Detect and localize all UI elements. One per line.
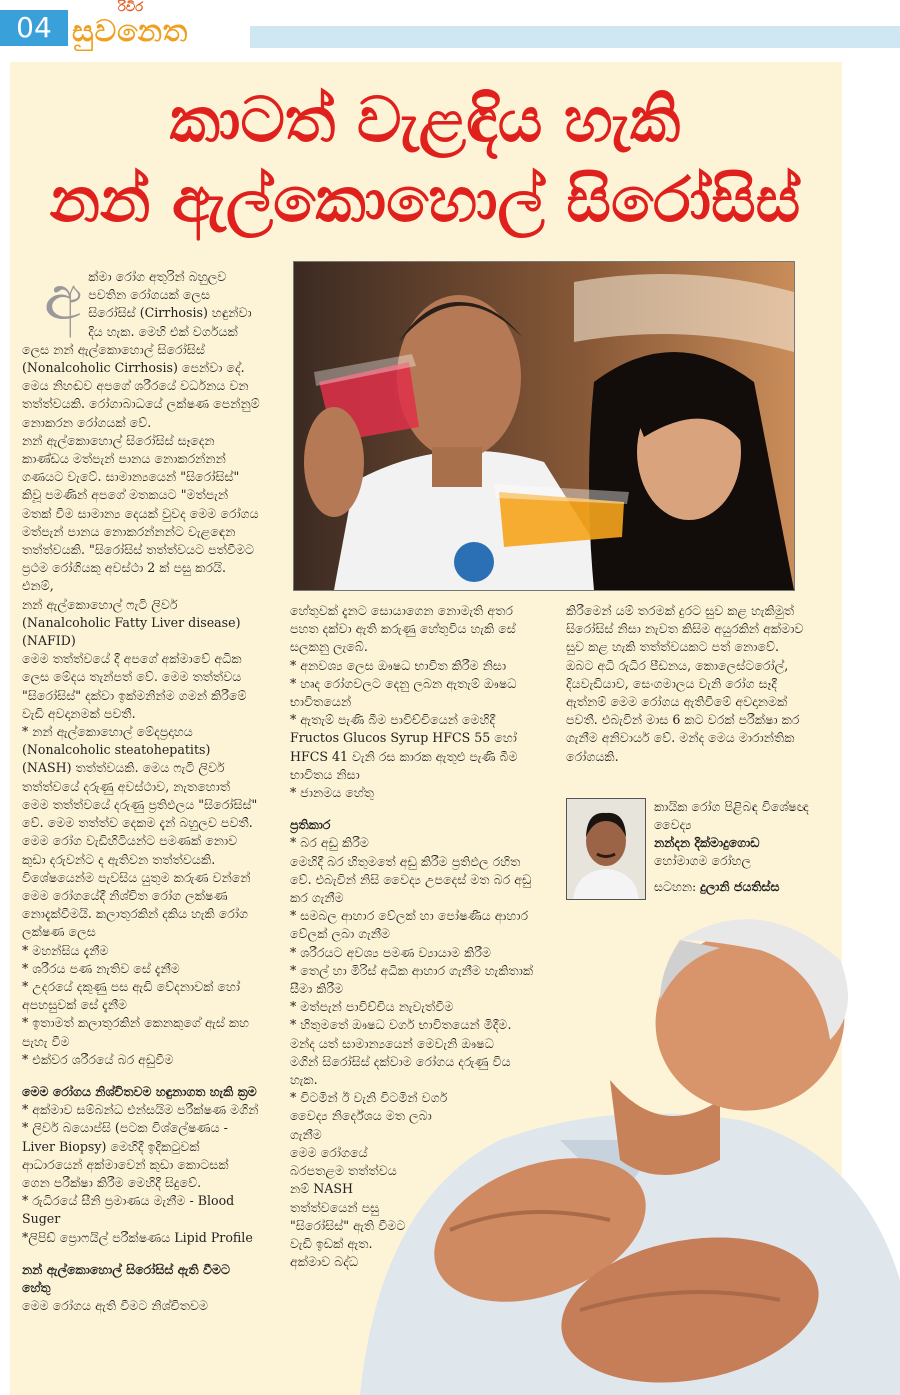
paragraph: කිරීමෙන් යම් තරමක් දුරට සුව කළ හැකිමුත් සිරෝසිස් නිසා නැවත කිසිම අයුරකින් අක්මාව සුව කළ හැකි තත්ත්වයකට පත් නොවේ. ඔබට අධි රුධිර පීඩනය, කොලෙස්ටරෝල්, දියවැඩියාව, සෙංගමාලය වැනි රෝග සෑදී ඇත්නම් මෙම රෝගය ඇතිවීමේ අවදානමක් පවතී. එබැවින් මාස 6 කට වරක් පරීක්ෂා කර ගැනීම අනිවාර්ය වේ. මන්ද මෙය මාරාන්තික රෝගයකි. <box>566 603 804 764</box>
cause-item: * ඇතැම් පැණි බීම පාවිච්චියෙන් මෙහිදී Fructos Glucos Syrup HFCS 55 හෝ HFCS 41 වැනි රස කාරක ඇතුළු පැණි බීම භාවිතය නිසා <box>290 712 518 782</box>
drinking-illustration <box>294 262 794 590</box>
test-item: *ලිපිඩ් ප්‍රොෆයිල් පරීක්ෂණය Lipid Profile <box>22 1229 253 1245</box>
masthead-subtitle: රිවිර <box>118 0 144 15</box>
symptom-item: * ශරීරය පණ නැතිව සේ දැනීම <box>22 960 180 976</box>
headline-line-1: කාටත් වැළඳිය හැකි <box>169 83 681 156</box>
article-column-1 <box>22 261 260 1315</box>
note-credit <box>654 878 824 896</box>
subhead-treatment: ප්‍රතිකාර <box>290 817 331 833</box>
note-writer: දුලානි ජයතිස්ස <box>700 879 780 894</box>
author-hospital: හෝමාගම රෝහල <box>654 853 752 868</box>
masthead <box>0 0 900 62</box>
treatment-item: * තෙල් හා මිරිස් අධික ආහාර ගැනීම හැකිතාක් සීමා කිරීම <box>290 962 534 997</box>
treatment-item: මෙහිදී බර හිතුමතේ අඩු කිරීම ප්‍රතිඵල රහිත වේ. එබැවින් නිසි වෛද්‍ය උපදෙස් මත බර අඩු කර ගැනීම <box>290 853 532 906</box>
cause-item: * හෘද රෝගවලට දෙනු ලබන ඇතැම් ඖෂධ භාවිතයෙන් <box>290 675 517 710</box>
headline-line-2: නන් ඇල්කොහොල් සිරෝසිස් <box>49 163 801 236</box>
treatment-item: * විටමින් ඊ වැනි විටමින් වර්ග වෛද්‍ය නිර්දේශය මත ලබා ගැනීම <box>290 1090 448 1142</box>
symptom-item: * මහන්සිය දැනීම <box>22 942 109 958</box>
treatment-item: * ශරීරයට අවශ්‍ය පමණ ව්‍යායාම කිරීම <box>290 944 492 960</box>
test-item: * රුධිරයේ සීනි ප්‍රමාණය මැනීම - Blood Suger <box>22 1193 235 1227</box>
note-label: සටහන: <box>654 879 697 894</box>
paragraph: නන් ඇල්කොහොල් සිරෝසිස් සෑදෙන කාණ්ඩය මත්පැන් පානය නොකරන්නන් ගණයට වැටේ. සාමාන්‍යයෙන් "සිරෝසිස්" කිවූ පමණින් අපගේ මතකයට "මත්පැන් මතක් වීම සාමාන්‍ය දෙයක් වුවද මෙම රෝගය මත්පැන් පානය නොකරන්නන්ට වැළඳෙන තත්ත්වයකි. "සිරෝසිස් තත්ත්වයට පත්වීමට ප්‍රථම රෝගියකු අවස්ථා 2 ක් පසු කරයි. එනම්, <box>22 432 259 594</box>
symptom-item: * ඉතාමත් කලාතුරකින් කෙනකුගේ ඇස් කහ පැහැ වීම <box>22 1015 250 1049</box>
photo-elderly-man <box>360 900 900 1395</box>
masthead-bar <box>250 26 900 48</box>
author-portrait-illustration <box>567 799 645 899</box>
treatment-item: * හිතුමතේ ඖෂධ වර්ග භාවිතයෙන් මිදීම. මන්ද යත් සාමාන්‍යයෙන් මෙවැනි ඖෂධ මගින් සිරෝසිස් දක්වාම රෝගය දරුණු විය හැක. <box>290 1017 512 1088</box>
subhead-causes: නන් ඇල්කොහොල් සිරෝසිස් ඇති වීමට හේතු <box>22 1261 230 1295</box>
treatment-item: * සමබල ආහාර වේලක් හා පෝෂණීය ආහාර වේලක් ලබා ගැනීම <box>290 908 529 942</box>
paragraph: මෙම රෝගය ඇති වීමට නිශ්චිතවම <box>22 1298 209 1314</box>
test-item: * අක්මාව සම්බන්ධ එන්සයිම පරීක්ෂණ මගින් <box>22 1102 259 1118</box>
cause-item: * ජානමය හේතු <box>290 785 375 801</box>
subhead-diagnosis: මෙම රෝගය නිශ්චිතවම හඳුනාගත හැකි ක්‍රම <box>22 1083 257 1099</box>
masthead-title: සුවනෙත <box>72 14 189 49</box>
paragraph: හේතුවක් දැනට සොයාගෙන නොමැති අතර පහත දක්වා ඇති කරුණු හේතුවිය හැකි සේ සලකනු ලැබේ. <box>290 603 516 655</box>
author-byline <box>566 798 816 900</box>
photo-people-drinking <box>293 261 795 591</box>
page-number: 04 <box>0 10 68 46</box>
drop-cap: අ <box>44 261 83 334</box>
author-photo <box>566 798 646 900</box>
symptom-item: * උදරයේ දකුණු පස ඇඩි වේදනාවක් හෝ අපහසුවක් සේ දැනීම <box>22 978 241 1013</box>
treatment-item: * බර අඩු කිරීම <box>290 835 369 851</box>
symptom-item: * එක්වර ශරීරයේ බර අඩුවීම <box>22 1051 174 1067</box>
article-column-3 <box>566 602 806 766</box>
treatment-item: * මත්පැන් පාවිච්චිය නැවැත්වීම <box>290 999 454 1015</box>
author-name: නන්දන දික්මාදුගොඩ <box>654 835 760 850</box>
paragraph: මෙම තත්ත්වයේ දී අපගේ අක්මාවේ අධික ලෙස මේදය තැන්පත් වේ. මෙම තත්ත්වය "සිරෝසිස්" දක්වා ඉක්මනින්ම ගමන් කිරීමේ වැඩි අවදානමක් පවතී. <box>22 651 247 721</box>
cause-item: * අනවශ්‍ය ලෙස ඖෂධ භාවිත කිරීම නිසා <box>290 657 507 673</box>
paragraph: * නන් ඇල්කොහොල් මේදප්‍රදාහය (Nonalcoholic steatohepatits) (NASH) තත්ත්වයකි. මෙය ෆැටි ලිවර් තත්ත්වයේ දරුණු අවස්ථාව, නැතහොත් මෙම තත්ත්වයේ දරුණු ප්‍රතිඵලය "සිරෝසිස්" වේ. මෙම තත්ත්ව දෙකම දැන් බහුලව පවතී. මෙම රෝග වැඩිහිටියන්ට පමණක් නොව කුඩා දරුවන්ට ද ඇතිවන තත්ත්වයකි. විශේෂයෙන්ම පැවසිය යුතුම කරුණ වන්නේ මෙම රෝගයේදී නිශ්චිත රෝග ලක්ෂණ නොදැක්වීමයි. කලාතුරකින් දකිය හැකි රෝග ලක්ෂණ ලෙස <box>22 724 258 940</box>
elderly-man-illustration <box>360 900 900 1395</box>
byline-text <box>654 798 824 896</box>
paragraph: ක්මා රෝග අතුරින් බහුලව පවතින රෝගයක් ලෙස සිරෝසිස් (Cirrhosis) හඳුන්වා දිය හැක. මෙහි එක් වර්ගයක් ලෙස නන් ඇල්කොහොල් සිරෝසිස් (Nonalcoholic Cirrhosis) පෙන්වා දේ. මෙය නිහඬව අපගේ ශරීරයේ වර්ධනය වන තත්ත්වයකි. රෝගාබාධයේ ලක්ෂණ පෙන්නුම් නොකරන රෝගයක් වේ. <box>22 269 260 430</box>
paragraph: මෙම රෝගයේ බරපතළම තත්ත්වය නම් NASH තත්ත්වයෙන් පසු "සිරෝසිස්" ඇති වීමට වැඩි ඉඩක් ඇත. අක්මාව බද්ධ <box>290 1144 406 1270</box>
paragraph: නන් ඇල්කොහොල් ෆැටි ලිවර් (Nanalcoholic Fatty Liver disease) (NAFID) <box>22 596 241 649</box>
author-title: කායික රෝග පිළිබඳ විශේෂඥ වෛද්‍ය <box>654 799 809 832</box>
test-item: * ලිවර් බයොප්සි (පටක විශ්ලේෂණය - Liver Biopsy) මෙහිදී ඉදිකටුවක් ආධාරයෙන් අක්මාවෙන් කුඩා කොටසක් ගෙන පරීක්ෂා කිරීම මෙහිදී සිදුවේ. <box>22 1120 229 1190</box>
article-headline <box>20 80 830 240</box>
